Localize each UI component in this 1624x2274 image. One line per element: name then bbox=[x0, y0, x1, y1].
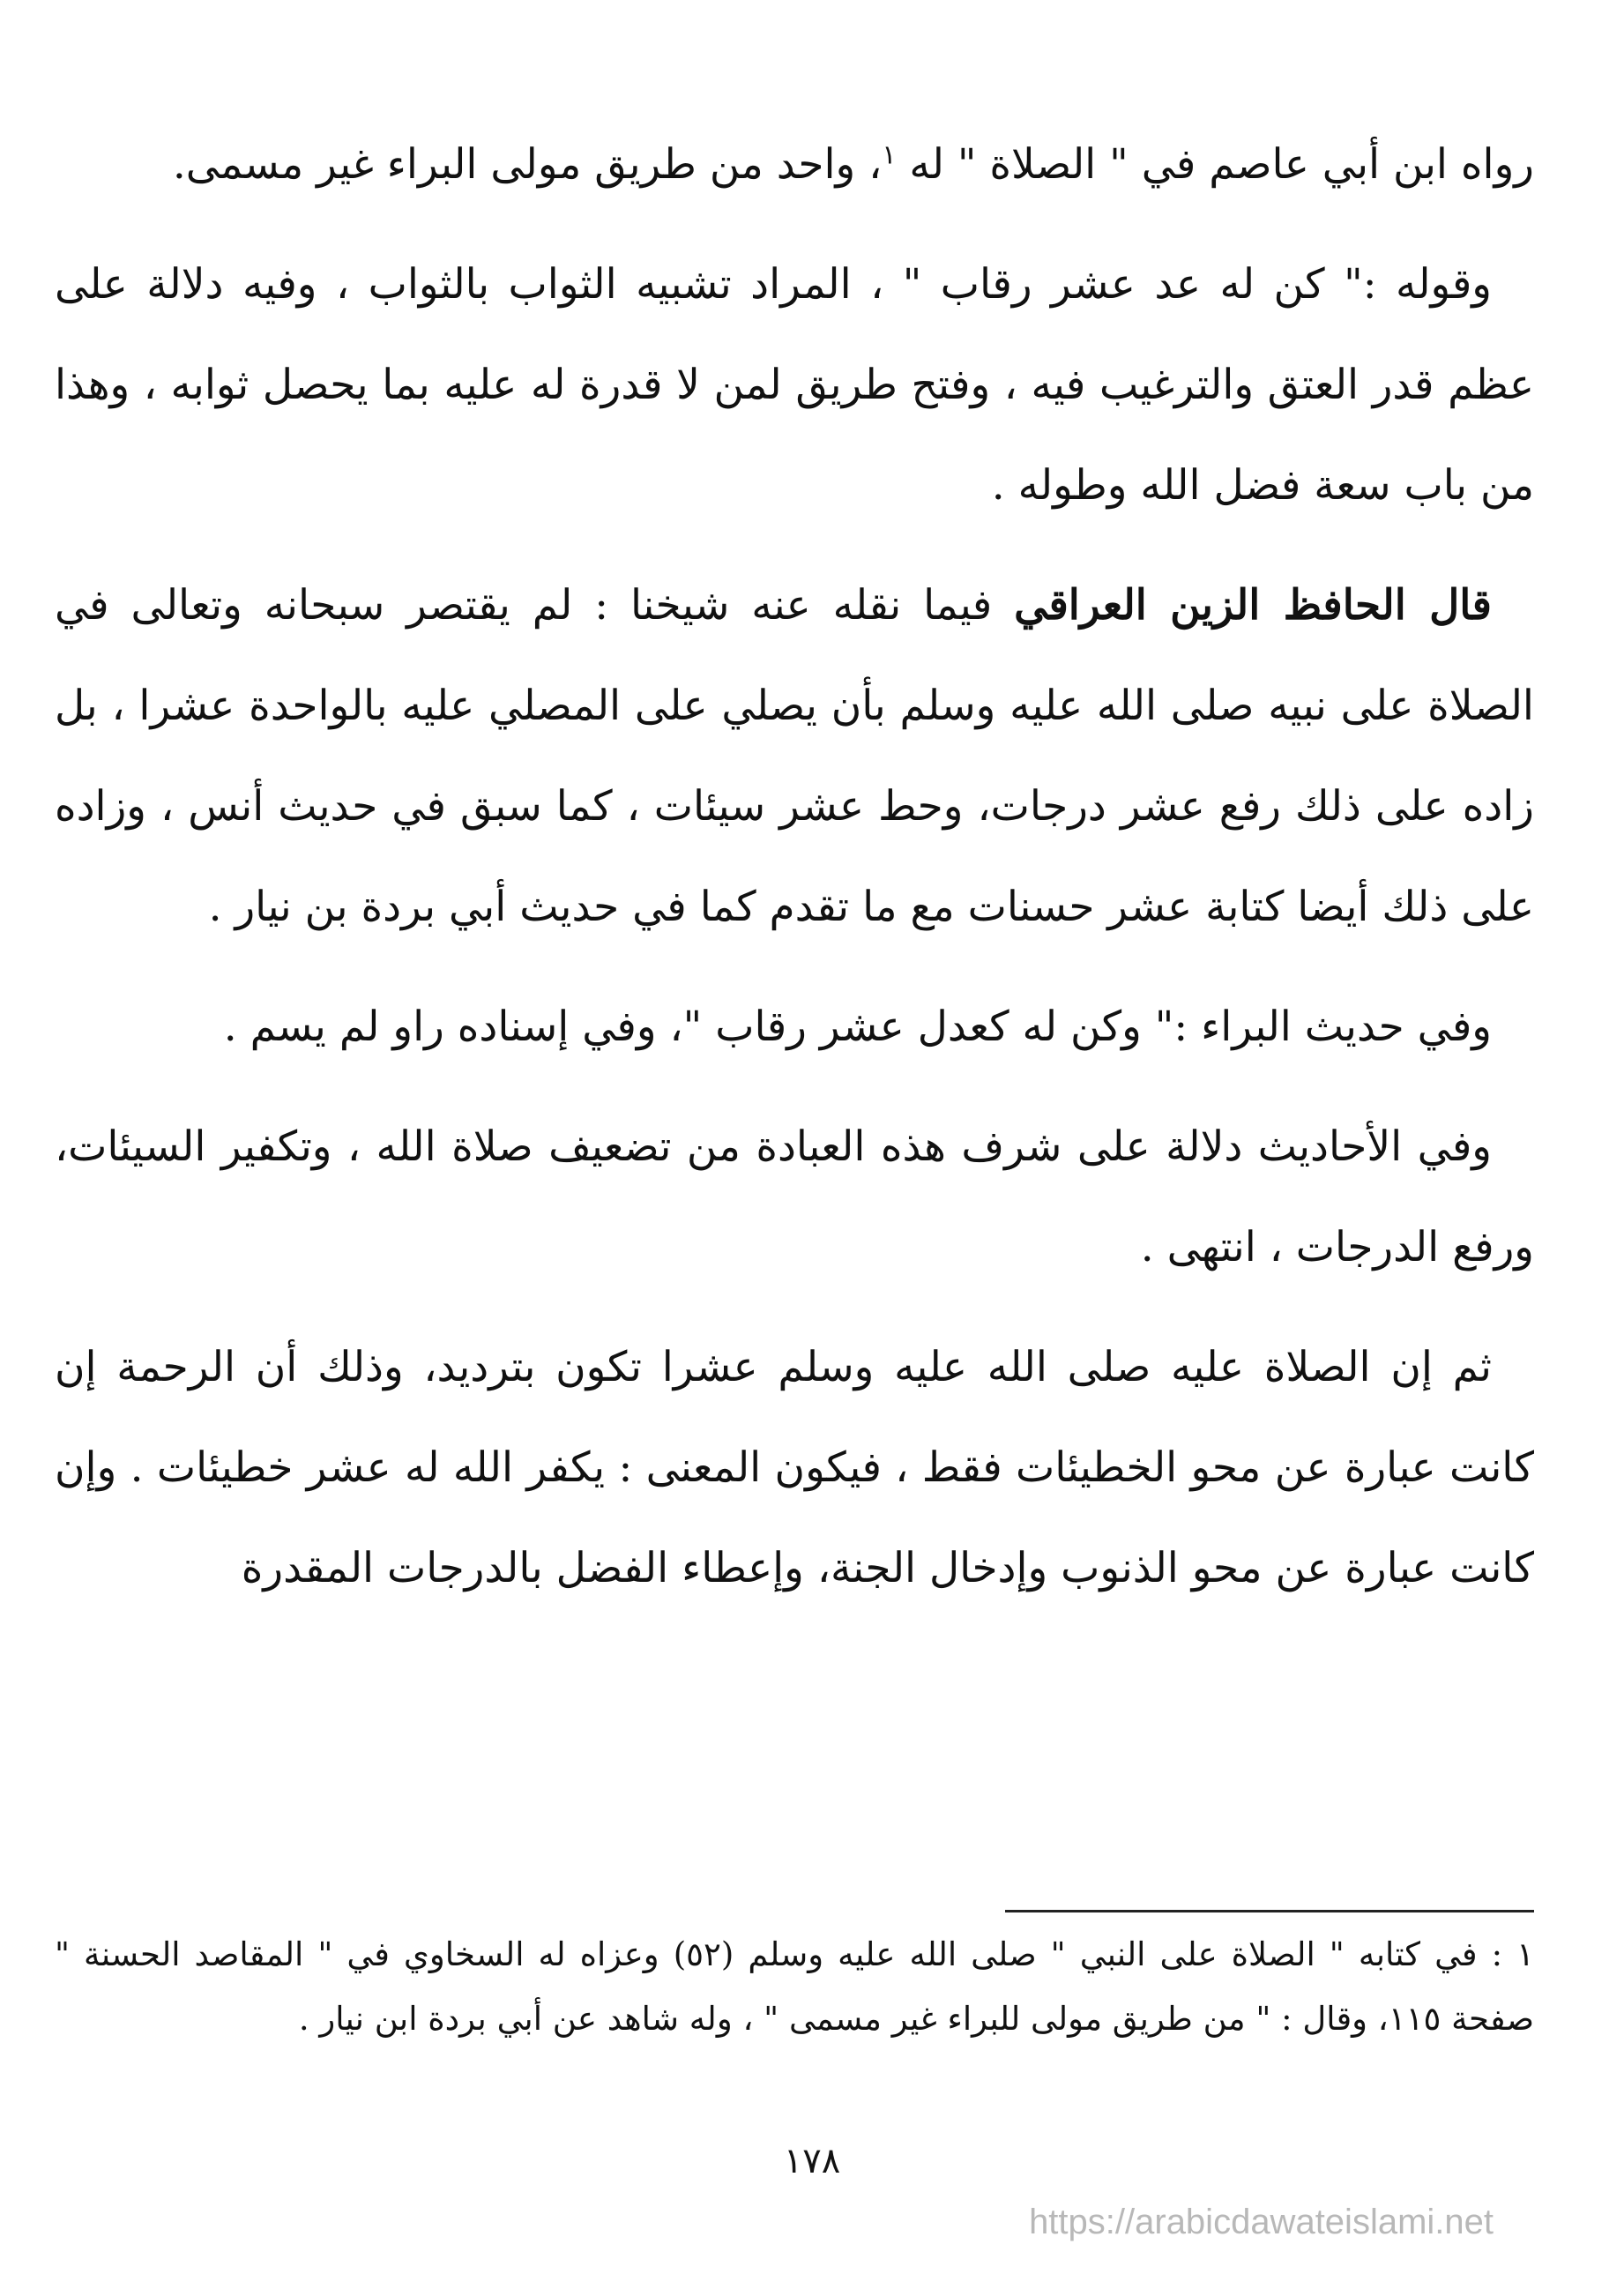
paragraph-1 bbox=[55, 115, 1534, 215]
page-number: ١٧٨ bbox=[783, 2141, 841, 2181]
paragraph-1-text-after: ، واحد من طريق مولى البراء غير مسمى. bbox=[172, 140, 883, 189]
paragraph-5 bbox=[55, 1097, 1534, 1298]
body-text bbox=[55, 115, 1534, 1638]
paragraph-3-text: فيما نقله عنه شيخنا : لم يقتصر سبحانه وتعالى في الصلاة على نبيه صلى الله عليه وسلم بأن يصلي على المصلي عليه بالواحدة عشرا ، بل زاده على ذلك رفع عشر درجات، وحط عشر سيئات ، كما سبق في حديث أنس ، وزاده على ذلك أيضا كتابة عشر حسنات مع ما تقدم كما في حديث أبي بردة بن نيار . bbox=[55, 581, 1534, 931]
paragraph-5-text: وفي الأحاديث دلالة على شرف هذه العبادة من تضعيف صلاة الله ، وتكفير السيئات، ورفع الدرجات ، انتهى . bbox=[55, 1122, 1534, 1271]
paragraph-2-text: وقوله :" كن له عد عشر رقاب " ، المراد تشبيه الثواب بالثواب ، وفيه دلالة على عظم قدر العتق والترغيب فيه ، وفتح طريق لمن لا قدرة له عليه بما يحصل ثوابه ، وهذا من باب سعة فضل الله وطوله . bbox=[55, 260, 1534, 510]
footnote-divider bbox=[1005, 1910, 1534, 1912]
watermark-url: https://arabicdawateislami.net bbox=[1029, 2203, 1494, 2241]
paragraph-2 bbox=[55, 235, 1534, 536]
paragraph-3 bbox=[55, 555, 1534, 958]
paragraph-6-text: ثم إن الصلاة عليه صلى الله عليه وسلم عشرا تكون بترديد، وذلك أن الرحمة إن كانت عبارة عن محو الخطيئات فقط ، فيكون المعنى : يكفر الله له عشر خطيئات . وإن كانت عبارة عن محو الذنوب وإدخال الجنة، وإعطاء الفضل بالدرجات المقدرة bbox=[55, 1343, 1534, 1592]
paragraph-3-lead: قال الحافظ الزين العراقي bbox=[1014, 581, 1493, 630]
paragraph-6 bbox=[55, 1317, 1534, 1619]
footnote-reference[interactable]: ١ bbox=[882, 139, 897, 171]
paragraph-4-text: وفي حديث البراء :" وكن له كعدل عشر رقاب "، وفي إسناده راو لم يسم . bbox=[223, 1003, 1492, 1051]
paragraph-4 bbox=[55, 977, 1534, 1077]
footnote: ١ : في كتابه " الصلاة على النبي " صلى الله عليه وسلم (٥٢) وعزاه له السخاوي في " المقاصد الحسنة " صفحة ١١٥، وقال : " من طريق مولى للبراء غير مسمى " ، وله شاهد عن أبي بردة ابن نيار . bbox=[55, 1935, 1534, 2038]
paragraph-1-text: رواه ابن أبي عاصم في " الصلاة " له bbox=[909, 140, 1534, 189]
